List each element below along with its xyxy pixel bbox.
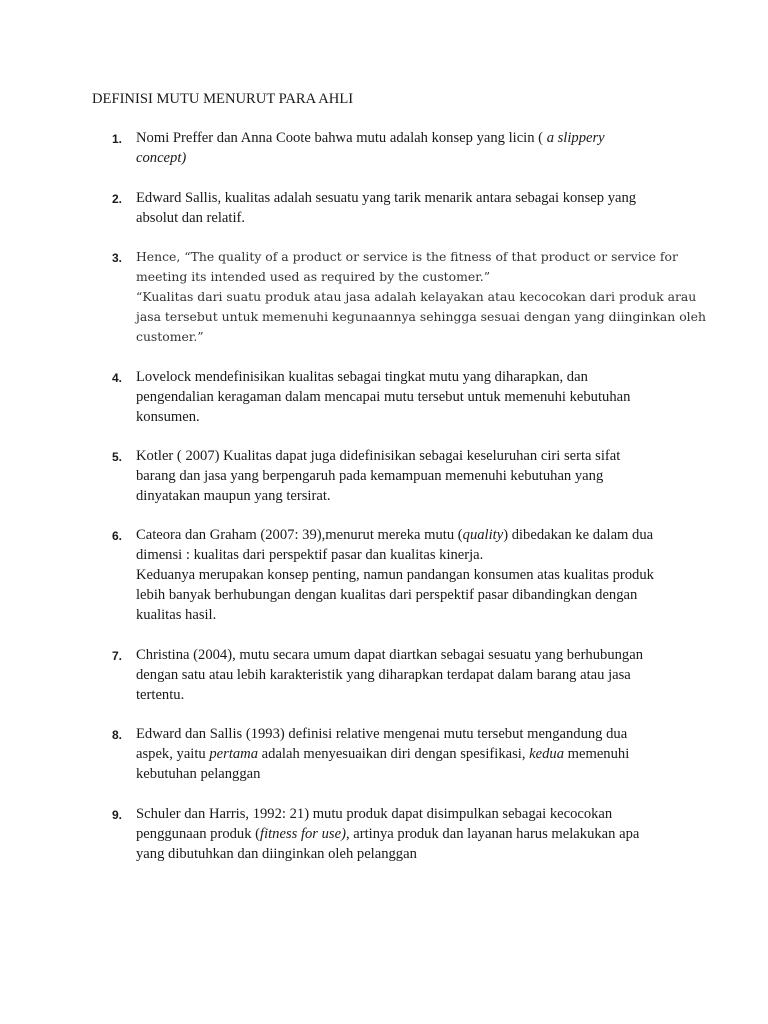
text-line bbox=[136, 804, 696, 824]
list-item-number: 2. bbox=[112, 192, 123, 206]
list-item-number: 6. bbox=[112, 529, 123, 543]
text-segment: “Kualitas dari suatu produk atau jasa adalah kelayakan atau kecocokan dari produk arau bbox=[136, 289, 697, 304]
text-segment: customer.” bbox=[136, 329, 204, 344]
text-line bbox=[136, 367, 696, 387]
text-segment: Keduanya merupakan konsep penting, namun pandangan konsumen atas kualitas produk bbox=[136, 567, 654, 583]
list-item-text bbox=[136, 446, 696, 506]
text-line bbox=[136, 188, 696, 208]
italic-text: kedua bbox=[529, 746, 564, 762]
text-line bbox=[136, 387, 696, 407]
text-segment: Cateora dan Graham (2007: 39),menurut mereka mutu ( bbox=[136, 527, 463, 543]
text-line bbox=[136, 208, 696, 228]
text-segment: dinyatakan maupun yang tersirat. bbox=[136, 488, 331, 504]
text-segment: tertentu. bbox=[136, 687, 185, 703]
list-item-text bbox=[136, 804, 696, 864]
text-segment: Schuler dan Harris, 1992: 21) mutu produk dapat disimpulkan sebagai kecocokan bbox=[136, 806, 613, 822]
italic-text: concept) bbox=[136, 150, 187, 166]
list-item-text bbox=[136, 645, 696, 705]
list-item-text bbox=[136, 247, 706, 347]
text-segment: Christina (2004), mutu secara umum dapat diartkan sebagai sesuatu yang berhubungan bbox=[136, 647, 643, 663]
italic-text: fitness for use) bbox=[260, 826, 346, 842]
text-line bbox=[136, 685, 696, 705]
text-line bbox=[136, 724, 696, 744]
text-line bbox=[136, 327, 696, 347]
text-segment: jasa tersebut untuk memenuhi kegunaannya sehingga sesuai dengan yang diinginkan oleh bbox=[136, 309, 706, 324]
text-segment: kebutuhan pelanggan bbox=[136, 766, 261, 782]
text-segment: Lovelock mendefinisikan kualitas sebagai tingkat mutu yang diharapkan, dan bbox=[136, 369, 588, 385]
text-segment: barang dan jasa yang berpengaruh pada kemampuan memenuhi kebutuhan yang bbox=[136, 468, 604, 484]
text-segment: absolut dan relatif. bbox=[136, 210, 246, 226]
page-title: DEFINISI MUTU MENURUT PARA AHLI bbox=[92, 91, 354, 107]
text-line bbox=[136, 565, 696, 585]
text-segment: lebih banyak berhubungan dengan kualitas dari perspektif pasar dibandingkan dengan bbox=[136, 587, 638, 603]
text-segment: Nomi Preffer dan Anna Coote bahwa mutu adalah konsep yang licin ( bbox=[136, 130, 547, 146]
text-segment: dengan satu atau lebih karakteristik yang diharapkan terdapat dalam barang atau jasa bbox=[136, 667, 631, 683]
text-segment: kualitas hasil. bbox=[136, 607, 217, 623]
list-item-number: 9. bbox=[112, 808, 123, 822]
text-line bbox=[136, 247, 696, 267]
list-item-text bbox=[136, 128, 696, 168]
list-item-text bbox=[136, 525, 696, 625]
list-item-number: 3. bbox=[112, 251, 123, 265]
text-segment: penggunaan produk ( bbox=[136, 826, 261, 842]
text-line bbox=[136, 744, 696, 764]
italic-text: pertama bbox=[209, 746, 259, 762]
text-line bbox=[136, 665, 696, 685]
text-line bbox=[136, 287, 696, 307]
text-line bbox=[136, 466, 696, 486]
list-item-number: 1. bbox=[112, 132, 123, 146]
text-line bbox=[136, 645, 696, 665]
text-segment: konsumen. bbox=[136, 409, 200, 425]
list-item-text bbox=[136, 724, 696, 784]
text-segment: adalah menyesuaikan diri dengan spesifikasi, bbox=[258, 746, 530, 762]
list-item-number: 8. bbox=[112, 728, 123, 742]
text-segment: Edward dan Sallis (1993) definisi relative mengenai mutu tersebut mengandung dua bbox=[136, 726, 628, 742]
text-line bbox=[136, 605, 696, 625]
italic-text: quality bbox=[462, 527, 504, 543]
list-item-text bbox=[136, 367, 696, 427]
text-segment: yang dibutuhkan dan diinginkan oleh pelanggan bbox=[136, 846, 417, 862]
text-line bbox=[136, 585, 696, 605]
text-segment: meeting its intended used as required by the customer.” bbox=[136, 269, 491, 284]
text-segment: Kotler ( 2007) Kualitas dapat juga didefinisikan sebagai keseluruhan ciri serta sifat bbox=[136, 448, 621, 464]
list-item-text bbox=[136, 188, 696, 228]
text-line bbox=[136, 128, 696, 148]
text-segment: , artinya produk dan layanan harus melakukan apa bbox=[345, 826, 640, 842]
text-segment: Edward Sallis, kualitas adalah sesuatu yang tarik menarik antara sebagai konsep yang bbox=[136, 190, 637, 206]
text-segment: dimensi : kualitas dari perspektif pasar dan kualitas kinerja. bbox=[136, 547, 484, 563]
text-line bbox=[136, 267, 696, 287]
text-line bbox=[136, 844, 696, 864]
text-line bbox=[136, 446, 696, 466]
text-line bbox=[136, 148, 696, 168]
text-line bbox=[136, 764, 696, 784]
italic-text: a slippery bbox=[546, 130, 605, 146]
list-item-number: 7. bbox=[112, 649, 123, 663]
text-line bbox=[136, 307, 706, 327]
text-line bbox=[136, 407, 696, 427]
text-segment: ) dibedakan ke dalam dua bbox=[503, 527, 654, 543]
text-line bbox=[136, 525, 696, 545]
text-segment: aspek, yaitu bbox=[136, 746, 210, 762]
list-item-number: 5. bbox=[112, 450, 123, 464]
text-segment: pengendalian keragaman dalam mencapai mutu tersebut untuk memenuhi kebutuhan bbox=[136, 389, 631, 405]
text-line bbox=[136, 486, 696, 506]
list-item-number: 4. bbox=[112, 371, 123, 385]
text-line bbox=[136, 824, 696, 844]
text-segment: Hence, “The quality of a product or service is the fitness of that product or service for bbox=[136, 249, 678, 264]
text-line bbox=[136, 545, 696, 565]
text-segment: memenuhi bbox=[564, 746, 630, 762]
